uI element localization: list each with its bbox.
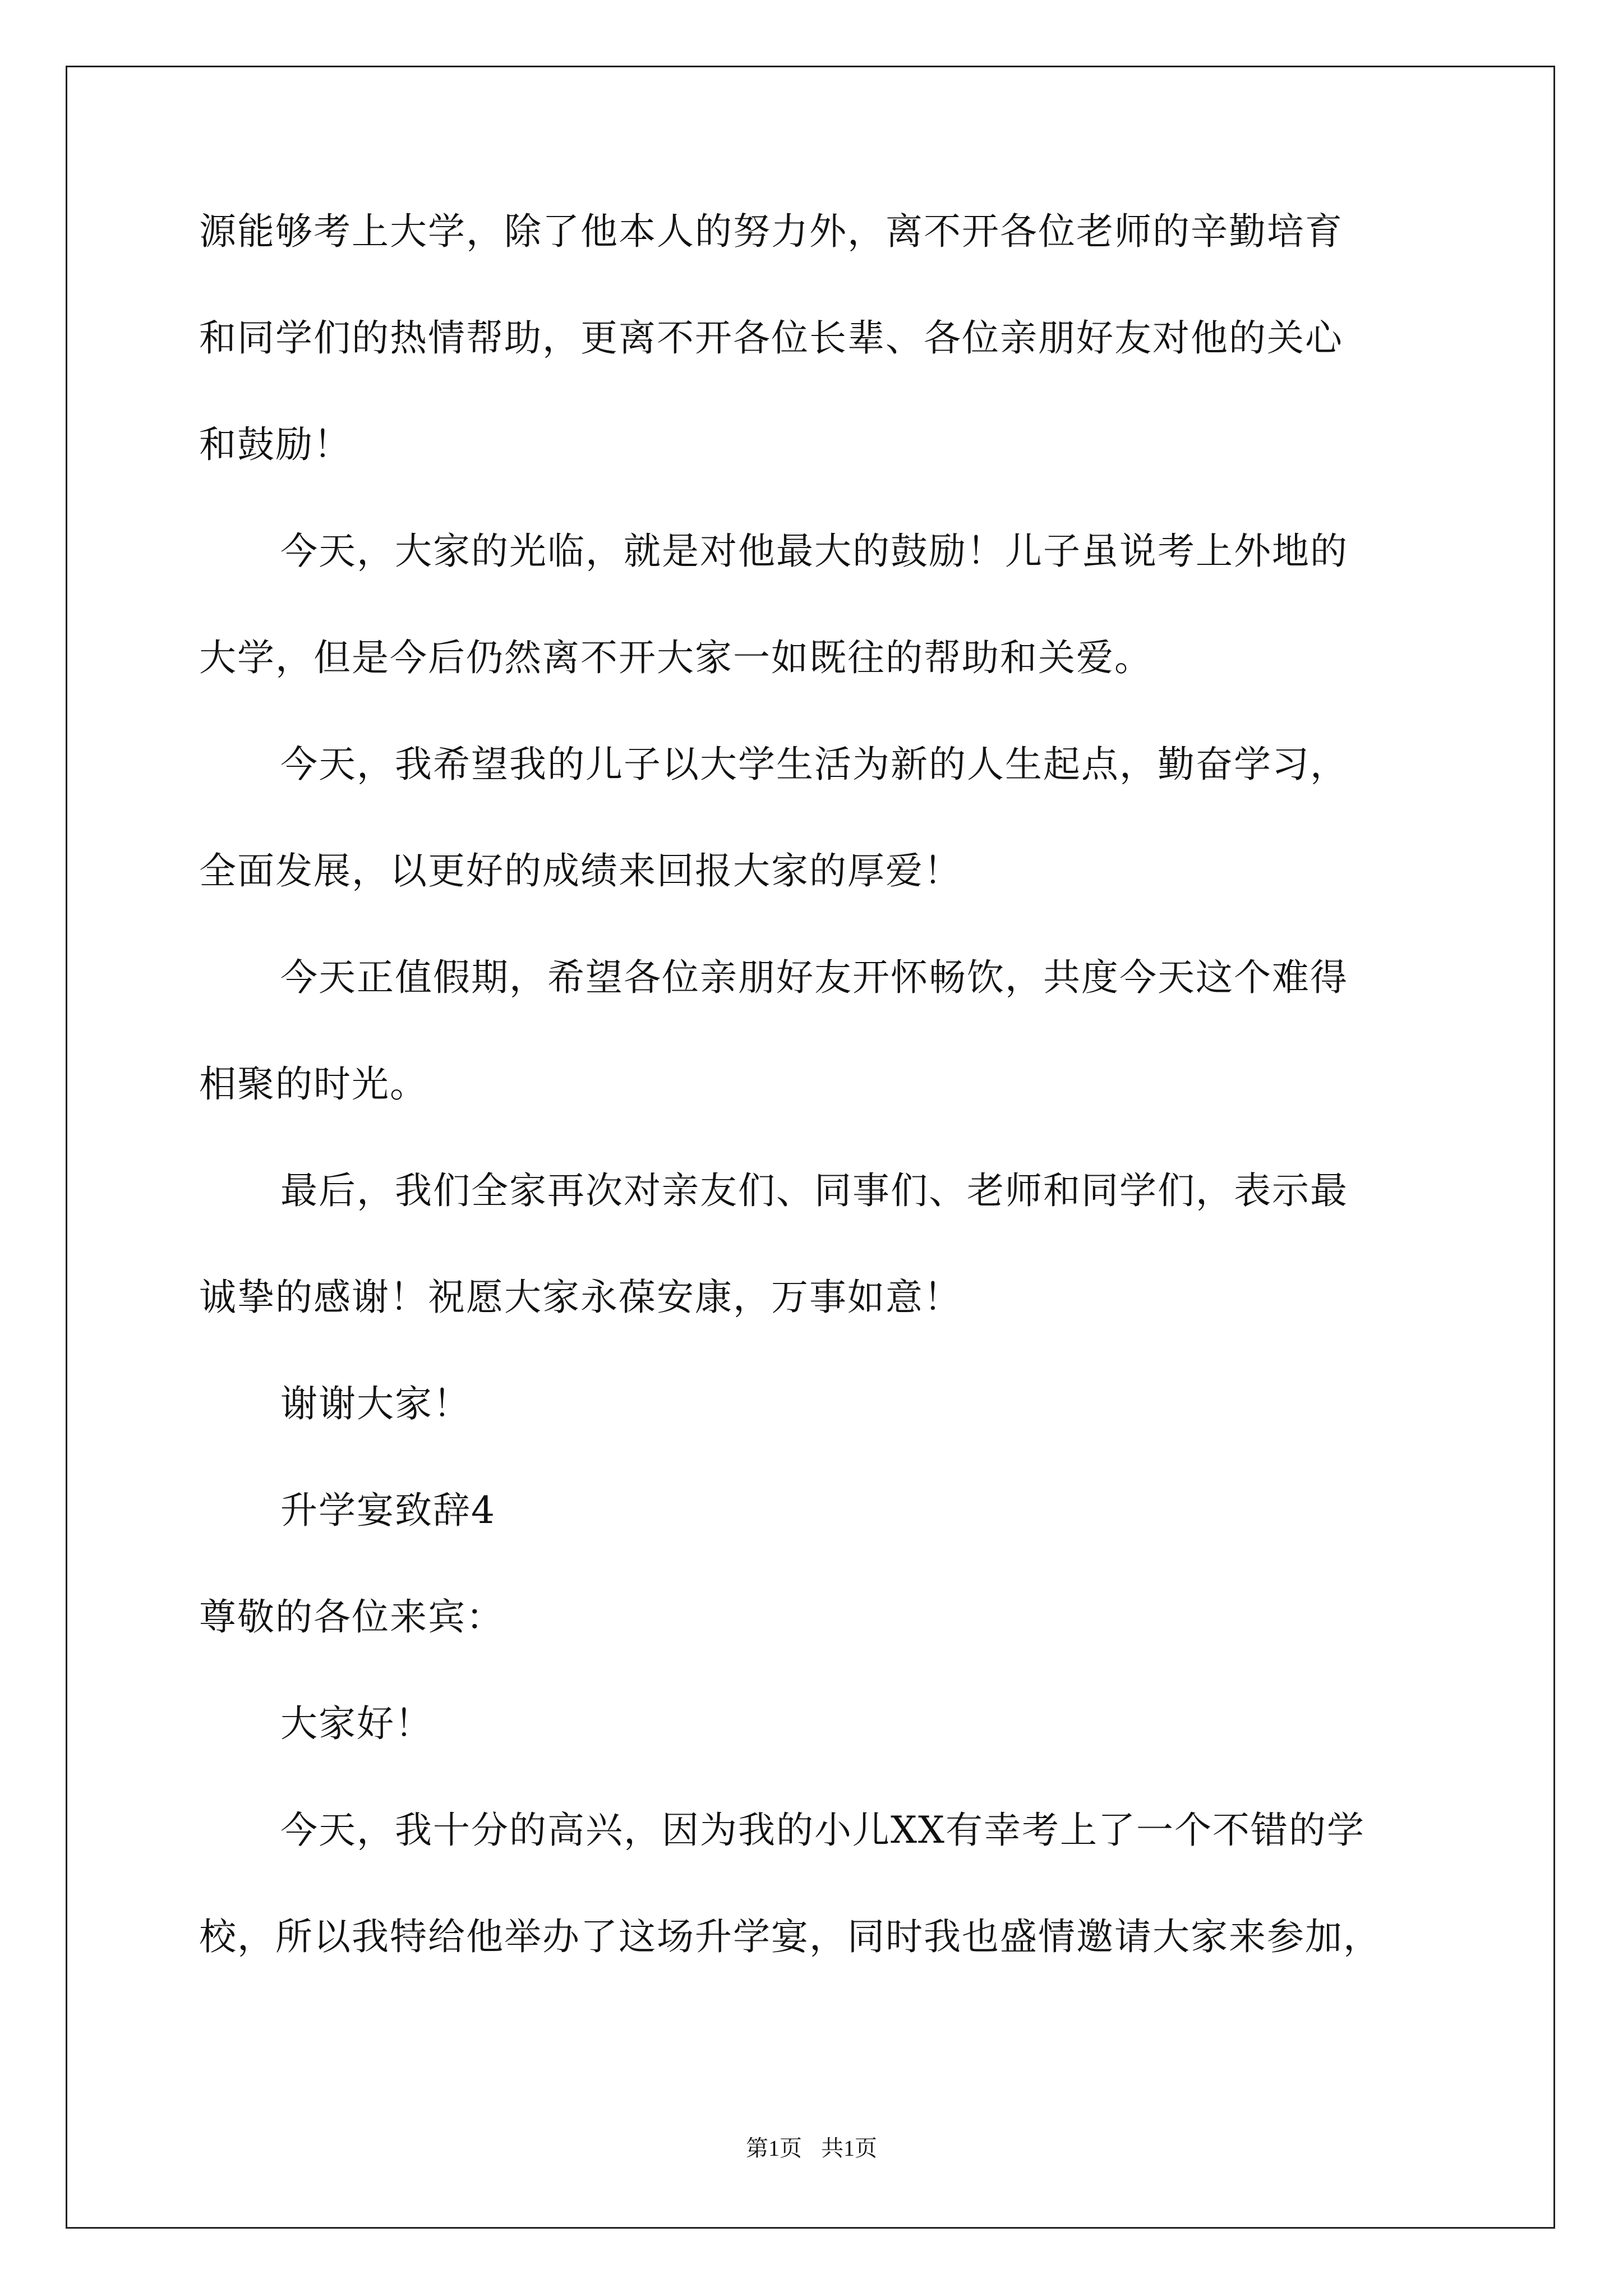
page-footer bbox=[0, 2131, 1623, 2162]
text-line: 和同学们的热情帮助，更离不开各位长辈、各位亲朋好友对他的关心 bbox=[199, 316, 1343, 360]
paragraph-start: 今天，我十分的高兴，因为我的小儿XX有幸考上了一个不错的学 bbox=[280, 1809, 1365, 1852]
paragraph-start: 最后，我们全家再次对亲友们、同事们、老师和同学们，表示最 bbox=[280, 1169, 1348, 1212]
page-border bbox=[66, 66, 1555, 2229]
paragraph-start: 今天，我希望我的儿子以大学生活为新的人生起点，勤奋学习， bbox=[280, 743, 1348, 786]
text-line: 诚挚的感谢！祝愿大家永葆安康，万事如意！ bbox=[199, 1276, 962, 1319]
page-total: 共1页 bbox=[821, 2136, 877, 2161]
salutation: 尊敬的各位来宾： bbox=[199, 1595, 504, 1639]
page-number: 第1页 bbox=[746, 2136, 802, 2161]
text-line: 源能够考上大学，除了他本人的努力外，离不开各位老师的辛勤培育 bbox=[199, 210, 1343, 253]
paragraph-start: 今天，大家的光临，就是对他最大的鼓励！儿子虽说考上外地的 bbox=[280, 530, 1348, 573]
text-line: 大学，但是今后仍然离不开大家一如既往的帮助和关爱。 bbox=[199, 636, 1152, 679]
text-line: 和鼓励！ bbox=[199, 423, 352, 466]
section-heading: 升学宴致辞4 bbox=[280, 1489, 496, 1532]
text-line: 校，所以我特给他举办了这场升学宴，同时我也盛情邀请大家来参加， bbox=[199, 1915, 1381, 1958]
closing-thanks: 谢谢大家！ bbox=[280, 1382, 471, 1425]
paragraph-start: 今天正值假期，希望各位亲朋好友开怀畅饮，共度今天这个难得 bbox=[280, 956, 1348, 999]
text-line: 相聚的时光。 bbox=[199, 1062, 428, 1106]
greeting: 大家好！ bbox=[280, 1702, 433, 1745]
text-line: 全面发展，以更好的成绩来回报大家的厚爱！ bbox=[199, 849, 962, 892]
